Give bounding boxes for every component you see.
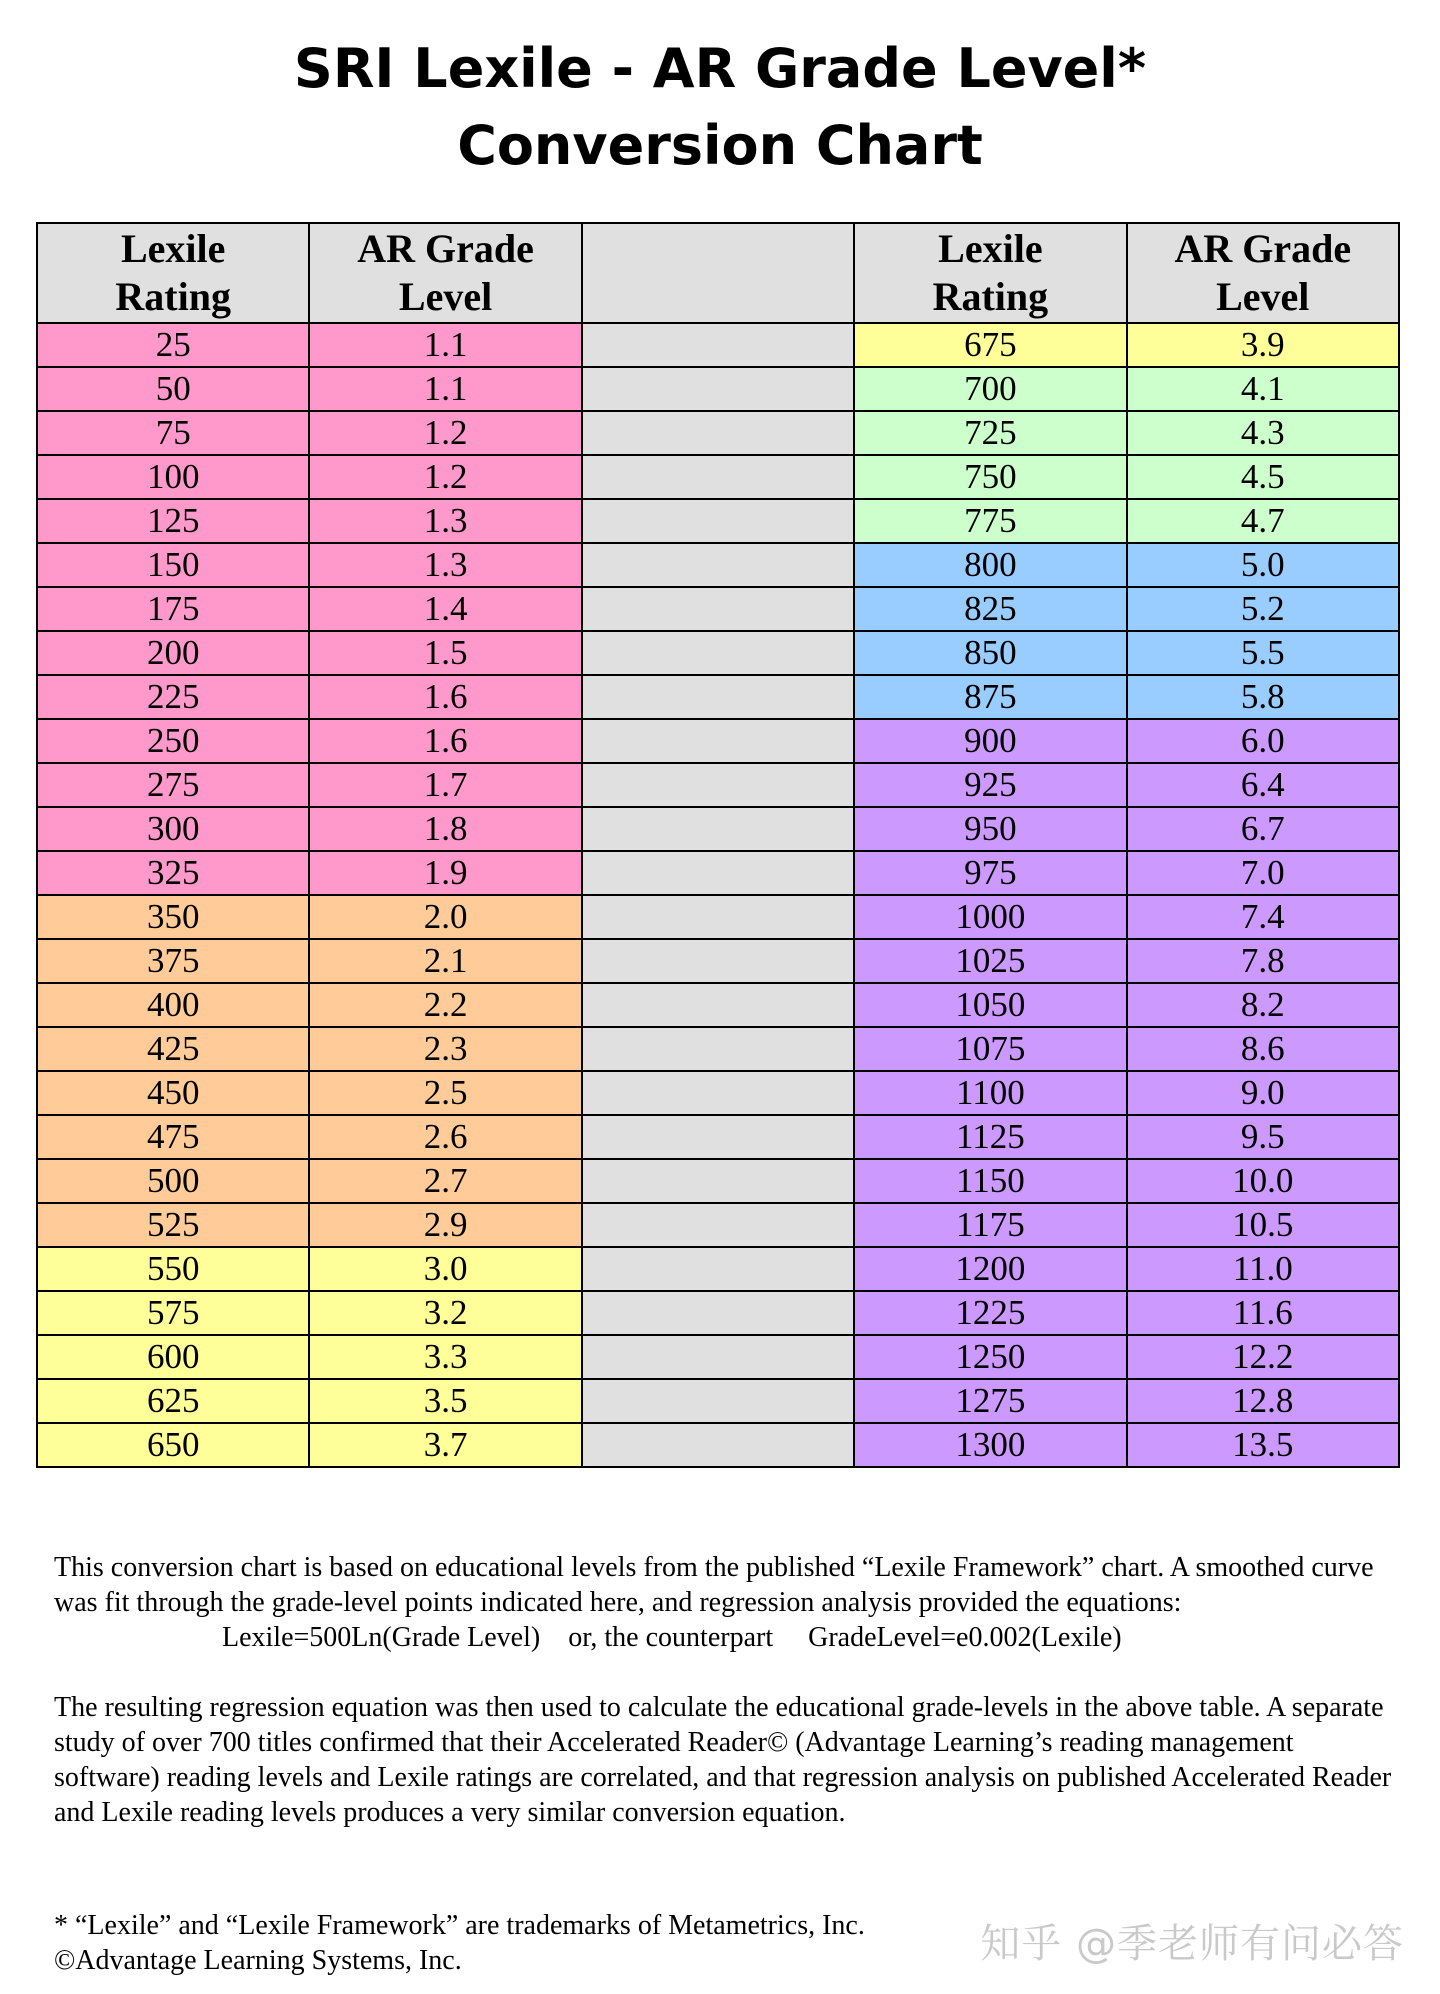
left-lexile-cell: 550 (37, 1247, 309, 1291)
left-lexile-cell: 125 (37, 499, 309, 543)
right-grade-cell: 8.2 (1127, 983, 1399, 1027)
right-grade-cell: 7.0 (1127, 851, 1399, 895)
gap-cell (582, 1115, 854, 1159)
gap-cell (582, 895, 854, 939)
table-row (37, 763, 1399, 807)
left-grade-cell: 1.7 (309, 763, 581, 807)
table-body (37, 323, 1399, 1467)
right-lexile-cell: 1225 (854, 1291, 1126, 1335)
right-grade-cell: 5.0 (1127, 543, 1399, 587)
table-header-row (37, 223, 1399, 323)
right-lexile-cell: 1250 (854, 1335, 1126, 1379)
right-grade-cell: 5.5 (1127, 631, 1399, 675)
right-lexile-cell: 700 (854, 367, 1126, 411)
table-row (37, 323, 1399, 367)
right-lexile-cell: 1300 (854, 1423, 1126, 1467)
table-row (37, 1071, 1399, 1115)
right-lexile-cell: 775 (854, 499, 1126, 543)
left-lexile-cell: 150 (37, 543, 309, 587)
right-grade-cell: 4.3 (1127, 411, 1399, 455)
right-grade-cell: 4.5 (1127, 455, 1399, 499)
gap-cell (582, 675, 854, 719)
gap-cell (582, 1423, 854, 1467)
left-grade-cell: 3.7 (309, 1423, 581, 1467)
table-row (37, 895, 1399, 939)
right-lexile-cell: 1200 (854, 1247, 1126, 1291)
left-lexile-cell: 475 (37, 1115, 309, 1159)
title-line-1: SRI Lexile - AR Grade Level* (293, 37, 1147, 100)
gap-cell (582, 543, 854, 587)
right-lexile-cell: 825 (854, 587, 1126, 631)
right-lexile-cell: 1125 (854, 1115, 1126, 1159)
table-row (37, 675, 1399, 719)
chart-title (0, 30, 1440, 184)
right-lexile-cell: 925 (854, 763, 1126, 807)
watermark: 知乎 @季老师有问必答 (980, 1921, 1404, 1967)
left-grade-cell: 3.3 (309, 1335, 581, 1379)
right-grade-cell: 4.1 (1127, 367, 1399, 411)
table-row (37, 1203, 1399, 1247)
gap-cell (582, 1247, 854, 1291)
right-grade-cell: 5.2 (1127, 587, 1399, 631)
gap-cell (582, 1291, 854, 1335)
right-lexile-cell: 1275 (854, 1379, 1126, 1423)
header-right-grade: AR Grade Level (1127, 223, 1399, 323)
left-grade-cell: 1.1 (309, 367, 581, 411)
right-lexile-cell: 1050 (854, 983, 1126, 1027)
gap-cell (582, 983, 854, 1027)
left-lexile-cell: 500 (37, 1159, 309, 1203)
table-row (37, 1159, 1399, 1203)
footer-copyright: ©Advantage Learning Systems, Inc. (54, 1945, 462, 1976)
right-grade-cell: 3.9 (1127, 323, 1399, 367)
left-lexile-cell: 25 (37, 323, 309, 367)
right-grade-cell: 13.5 (1127, 1423, 1399, 1467)
right-grade-cell: 12.8 (1127, 1379, 1399, 1423)
table-row (37, 543, 1399, 587)
table-row (37, 1379, 1399, 1423)
footer-trademark: * “Lexile” and “Lexile Framework” are trademarks of Metametrics, Inc. (54, 1910, 865, 1941)
table-row (37, 455, 1399, 499)
notes-paragraph-1: This conversion chart is based on educational levels from the published “Lexile Framework” chart. A smoothed curve was fit through the grade-level points indicated here, and regression analysis provided the equations: (54, 1552, 1374, 1618)
left-lexile-cell: 50 (37, 367, 309, 411)
left-grade-cell: 1.3 (309, 543, 581, 587)
gap-cell (582, 367, 854, 411)
gap-cell (582, 851, 854, 895)
left-lexile-cell: 400 (37, 983, 309, 1027)
left-grade-cell: 2.5 (309, 1071, 581, 1115)
left-grade-cell: 1.2 (309, 455, 581, 499)
left-lexile-cell: 175 (37, 587, 309, 631)
left-lexile-cell: 425 (37, 1027, 309, 1071)
header-left-grade: AR Grade Level (309, 223, 581, 323)
table-row (37, 1335, 1399, 1379)
right-grade-cell: 7.8 (1127, 939, 1399, 983)
right-lexile-cell: 1075 (854, 1027, 1126, 1071)
right-lexile-cell: 675 (854, 323, 1126, 367)
left-grade-cell: 3.2 (309, 1291, 581, 1335)
right-lexile-cell: 950 (854, 807, 1126, 851)
left-lexile-cell: 375 (37, 939, 309, 983)
table-row (37, 1027, 1399, 1071)
header-right-lexile: Lexile Rating (854, 223, 1126, 323)
gap-cell (582, 499, 854, 543)
left-grade-cell: 2.9 (309, 1203, 581, 1247)
table-row (37, 807, 1399, 851)
gap-cell (582, 1203, 854, 1247)
right-lexile-cell: 1000 (854, 895, 1126, 939)
left-grade-cell: 1.1 (309, 323, 581, 367)
gap-cell (582, 807, 854, 851)
right-grade-cell: 9.5 (1127, 1115, 1399, 1159)
left-grade-cell: 2.1 (309, 939, 581, 983)
table-row (37, 1247, 1399, 1291)
table-row (37, 1291, 1399, 1335)
left-grade-cell: 2.0 (309, 895, 581, 939)
right-lexile-cell: 750 (854, 455, 1126, 499)
header-gap (582, 223, 854, 323)
gap-cell (582, 631, 854, 675)
right-lexile-cell: 800 (854, 543, 1126, 587)
gap-cell (582, 1335, 854, 1379)
left-grade-cell: 1.6 (309, 719, 581, 763)
right-grade-cell: 11.0 (1127, 1247, 1399, 1291)
gap-cell (582, 1071, 854, 1115)
gap-cell (582, 587, 854, 631)
gap-cell (582, 763, 854, 807)
right-grade-cell: 8.6 (1127, 1027, 1399, 1071)
left-grade-cell: 1.3 (309, 499, 581, 543)
notes (54, 1550, 1394, 1830)
left-lexile-cell: 100 (37, 455, 309, 499)
title-line-2: Conversion Chart (457, 114, 983, 177)
left-lexile-cell: 350 (37, 895, 309, 939)
left-grade-cell: 2.2 (309, 983, 581, 1027)
right-grade-cell: 7.4 (1127, 895, 1399, 939)
left-lexile-cell: 600 (37, 1335, 309, 1379)
left-lexile-cell: 625 (37, 1379, 309, 1423)
right-lexile-cell: 975 (854, 851, 1126, 895)
left-grade-cell: 2.7 (309, 1159, 581, 1203)
left-lexile-cell: 525 (37, 1203, 309, 1247)
left-lexile-cell: 225 (37, 675, 309, 719)
right-grade-cell: 6.0 (1127, 719, 1399, 763)
left-lexile-cell: 200 (37, 631, 309, 675)
right-lexile-cell: 875 (854, 675, 1126, 719)
left-lexile-cell: 300 (37, 807, 309, 851)
left-grade-cell: 1.8 (309, 807, 581, 851)
gap-cell (582, 411, 854, 455)
left-grade-cell: 1.4 (309, 587, 581, 631)
right-grade-cell: 5.8 (1127, 675, 1399, 719)
right-lexile-cell: 725 (854, 411, 1126, 455)
left-lexile-cell: 75 (37, 411, 309, 455)
left-lexile-cell: 250 (37, 719, 309, 763)
right-grade-cell: 6.4 (1127, 763, 1399, 807)
right-lexile-cell: 1025 (854, 939, 1126, 983)
left-lexile-cell: 650 (37, 1423, 309, 1467)
header-left-lexile: Lexile Rating (37, 223, 309, 323)
right-lexile-cell: 1150 (854, 1159, 1126, 1203)
table-row (37, 411, 1399, 455)
left-grade-cell: 1.5 (309, 631, 581, 675)
left-grade-cell: 1.2 (309, 411, 581, 455)
gap-cell (582, 323, 854, 367)
left-lexile-cell: 450 (37, 1071, 309, 1115)
right-grade-cell: 11.6 (1127, 1291, 1399, 1335)
table-row (37, 367, 1399, 411)
table-row (37, 1423, 1399, 1467)
gap-cell (582, 939, 854, 983)
left-grade-cell: 3.5 (309, 1379, 581, 1423)
left-lexile-cell: 575 (37, 1291, 309, 1335)
right-lexile-cell: 1175 (854, 1203, 1126, 1247)
table-row (37, 499, 1399, 543)
right-grade-cell: 4.7 (1127, 499, 1399, 543)
right-grade-cell: 10.0 (1127, 1159, 1399, 1203)
footer (54, 1908, 865, 1978)
table-row (37, 983, 1399, 1027)
gap-cell (582, 1159, 854, 1203)
table-row (37, 939, 1399, 983)
right-grade-cell: 10.5 (1127, 1203, 1399, 1247)
right-lexile-cell: 900 (854, 719, 1126, 763)
table-row (37, 719, 1399, 763)
right-lexile-cell: 850 (854, 631, 1126, 675)
left-grade-cell: 2.3 (309, 1027, 581, 1071)
right-grade-cell: 9.0 (1127, 1071, 1399, 1115)
notes-paragraph-2: The resulting regression equation was then used to calculate the educational grade-levels in the above table. A separate study of over 700 titles confirmed that their Accelerated Reader© (Advantage Learning’s reading management software) reading levels and Lexile ratings are correlated, and that regression analysis on published Accelerated Reader and Lexile reading levels produces a very similar conversion equation. (54, 1692, 1392, 1828)
right-lexile-cell: 1100 (854, 1071, 1126, 1115)
gap-cell (582, 1027, 854, 1071)
gap-cell (582, 455, 854, 499)
right-grade-cell: 12.2 (1127, 1335, 1399, 1379)
right-grade-cell: 6.7 (1127, 807, 1399, 851)
left-grade-cell: 3.0 (309, 1247, 581, 1291)
table-row (37, 851, 1399, 895)
left-lexile-cell: 325 (37, 851, 309, 895)
table-row (37, 631, 1399, 675)
table-row (37, 1115, 1399, 1159)
left-grade-cell: 2.6 (309, 1115, 581, 1159)
left-grade-cell: 1.9 (309, 851, 581, 895)
notes-equation: Lexile=500Ln(Grade Level) or, the counterpart GradeLevel=e0.002(Lexile) (222, 1622, 1122, 1653)
left-lexile-cell: 275 (37, 763, 309, 807)
left-grade-cell: 1.6 (309, 675, 581, 719)
gap-cell (582, 719, 854, 763)
conversion-table (36, 222, 1400, 1468)
gap-cell (582, 1379, 854, 1423)
table-row (37, 587, 1399, 631)
